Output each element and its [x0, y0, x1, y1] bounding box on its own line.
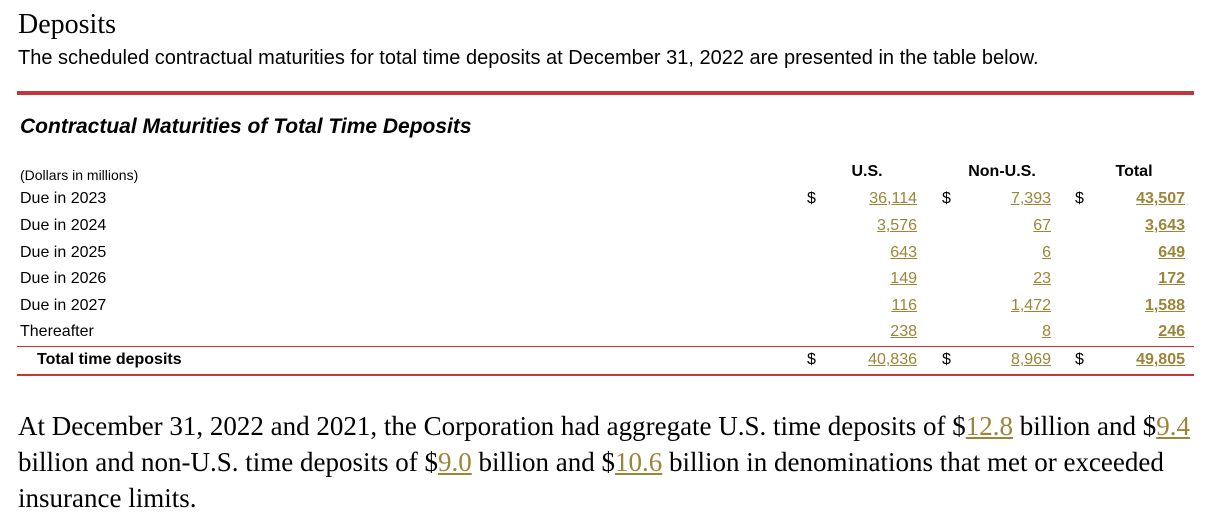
row-label: Thereafter	[20, 323, 94, 340]
total-value-link[interactable]: 649	[1158, 244, 1185, 261]
total-value-link[interactable]: 3,643	[1144, 217, 1185, 234]
paragraph-text: billion in denominations that met or exceeded insurance limits.	[18, 447, 1164, 513]
non-us-value-link[interactable]: 23	[1033, 270, 1051, 287]
non-us-total-link[interactable]: 8,969	[1010, 351, 1051, 368]
paragraph-text: billion and non-U.S. time deposits of $	[18, 447, 438, 477]
table-row	[17, 266, 1194, 292]
dollar-sign: $	[942, 351, 951, 368]
non-us-value-link[interactable]: 8	[1042, 323, 1051, 340]
total-value-link[interactable]: 43,507	[1136, 190, 1185, 207]
us-value-link[interactable]: 643	[890, 244, 917, 261]
row-label: Due in 2023	[20, 190, 107, 207]
non-us-value-link[interactable]: 1,472	[1010, 297, 1051, 314]
paragraph-text: billion and $	[1013, 411, 1157, 441]
us-2022-value-link[interactable]: 12.8	[965, 411, 1014, 441]
table-row	[17, 319, 1194, 345]
non-us-value-link[interactable]: 6	[1042, 244, 1051, 261]
total-value-link[interactable]: 172	[1158, 270, 1185, 287]
us-value-link[interactable]: 116	[891, 297, 917, 314]
dollar-sign: $	[1075, 190, 1084, 207]
table-row	[17, 240, 1194, 266]
us-2021-value-link[interactable]: 9.4	[1156, 411, 1191, 441]
dollar-sign: $	[1075, 351, 1084, 368]
column-header-non-us: Non-U.S.	[968, 163, 1036, 180]
top-divider	[17, 91, 1194, 95]
row-label: Due in 2026	[20, 270, 107, 287]
us-total-link[interactable]: 40,836	[868, 351, 917, 368]
units-label: (Dollars in millions)	[20, 167, 139, 183]
non-us-value-link[interactable]: 67	[1033, 217, 1051, 234]
dollar-sign: $	[942, 190, 951, 207]
grand-total-link[interactable]: 49,805	[1136, 351, 1185, 368]
table-row	[17, 213, 1194, 239]
row-label: Due in 2025	[20, 244, 107, 261]
section-heading: Deposits	[18, 9, 116, 40]
total-value-link[interactable]: 246	[1158, 323, 1185, 340]
total-value-link[interactable]: 1,588	[1144, 297, 1185, 314]
us-value-link[interactable]: 238	[890, 323, 917, 340]
row-label: Due in 2024	[20, 217, 107, 234]
table-total-row	[17, 347, 1194, 373]
us-value-link[interactable]: 149	[890, 270, 917, 287]
total-row-label: Total time deposits	[37, 351, 182, 368]
intro-text: The scheduled contractual maturities for total time deposits at December 31, 2022 are presented in the table below.	[18, 47, 1039, 69]
column-header-us: U.S.	[851, 163, 883, 180]
table-row	[17, 186, 1194, 212]
table-title: Contractual Maturities of Total Time Deposits	[20, 115, 472, 138]
row-label: Due in 2027	[20, 297, 107, 314]
paragraph-text: billion and $	[471, 447, 615, 477]
us-value-link[interactable]: 36,114	[869, 190, 917, 207]
non-us-2021-value-link[interactable]: 10.6	[614, 447, 663, 477]
dollar-sign: $	[807, 190, 816, 207]
table-row	[17, 293, 1194, 319]
non-us-value-link[interactable]: 7,393	[1010, 190, 1051, 207]
us-value-link[interactable]: 3,576	[876, 217, 917, 234]
bottom-divider	[17, 374, 1194, 376]
non-us-2022-value-link[interactable]: 9.0	[437, 447, 472, 477]
insurance-limits-paragraph	[18, 408, 1203, 516]
column-header-total: Total	[1115, 163, 1153, 180]
dollar-sign: $	[807, 351, 816, 368]
paragraph-text: At December 31, 2022 and 2021, the Corporation had aggregate U.S. time deposits of $	[18, 411, 966, 441]
